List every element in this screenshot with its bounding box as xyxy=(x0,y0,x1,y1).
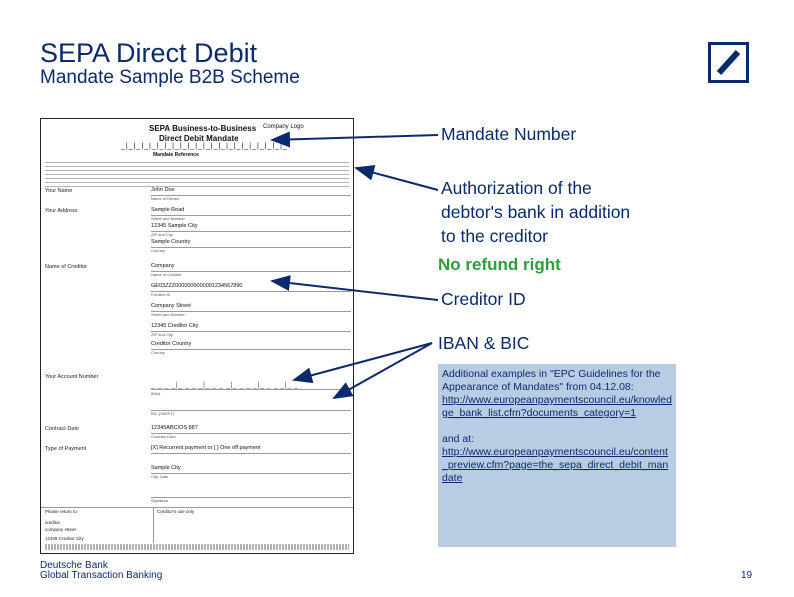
field-sublabel: Name of Creditor xyxy=(151,272,182,277)
field-label: Your Account Number xyxy=(45,374,99,380)
return-line: 12345 Creditor City xyxy=(45,536,84,541)
page-title: SEPA Direct Debit xyxy=(40,38,258,68)
field-sublabel: ZIP and City xyxy=(151,332,173,337)
field-value: Creditor Country xyxy=(151,341,192,347)
epc-guidelines-link[interactable]: http://www.europeanpaymentscouncil.eu/knowledge_bank_list.cfm?documents_category=1 xyxy=(442,394,672,419)
mandate-heading-line1: SEPA Business-to-Business xyxy=(149,124,257,133)
field-sublabel: BIC (SWIFT) xyxy=(151,411,174,416)
field-sublabel: Country xyxy=(151,350,166,355)
callout-creditor-id: Creditor ID xyxy=(441,289,526,309)
field-line xyxy=(151,195,351,196)
mandate-footnote xyxy=(45,544,349,550)
footer-company: Deutsche Bank xyxy=(40,560,108,571)
callout-authorization-line3: to the creditor xyxy=(441,226,548,246)
field-label: Your Address xyxy=(45,208,78,214)
field-value: 12345ABC/OS 887 xyxy=(151,425,198,431)
field-sublabel: Name of Debtor xyxy=(151,196,180,201)
field-label: Name of Creditor xyxy=(45,264,87,270)
field-sublabel: ZIP and City xyxy=(151,232,173,237)
field-line xyxy=(151,410,351,411)
creditor-use-label: Creditor's use only xyxy=(157,509,195,514)
field-sublabel: IBAN xyxy=(151,391,161,396)
epc-mandate-link[interactable]: http://www.europeanpaymentscouncil.eu/content_preview.cfm?page=the_sepa_direct_debit_mandate xyxy=(442,446,669,484)
mandate-reference-label: Mandate Reference xyxy=(153,152,199,158)
field-value: Company Street xyxy=(151,303,191,309)
field-value: Sample Country xyxy=(151,239,191,245)
field-value: Sample City xyxy=(151,465,181,471)
return-divider xyxy=(153,507,154,543)
callout-authorization-line2: debtor's bank in addition xyxy=(441,202,631,222)
field-line xyxy=(151,473,351,474)
field-label: Type of Payment xyxy=(45,446,87,452)
mandate-reference-boxes: _|_|_|_|_|_|_|_|_|_|_|_|_|_|_|_|_|_|_|_|_|_ xyxy=(121,143,288,150)
return-line: creditor xyxy=(45,520,61,525)
field-sublabel: Contract Date xyxy=(151,434,176,439)
iban-boxes: _ _ _ _|_ _ _ _|_ _ _ _|_ _ _ _|_ _ _ _|_ _ xyxy=(151,382,299,389)
mandate-heading-line2: Direct Debit Mandate xyxy=(159,134,239,143)
mandate-authorization-paragraph xyxy=(45,161,349,187)
field-value: Company xyxy=(151,263,175,269)
field-line xyxy=(151,433,351,434)
field-value: 12345 Creditor City xyxy=(151,323,199,329)
field-value: John Doe xyxy=(151,187,175,193)
callout-mandate-number: Mandate Number xyxy=(441,124,577,144)
return-to-label: Please return to: xyxy=(45,509,79,514)
field-line xyxy=(151,453,351,454)
field-line xyxy=(151,291,351,292)
creditor-id-value: GE03ZZZ0000000000001234567890 xyxy=(151,283,243,289)
field-label: Your Name xyxy=(45,188,73,194)
field-line xyxy=(151,349,351,350)
field-sublabel: Country xyxy=(151,248,166,253)
arrow-authorization xyxy=(356,168,438,190)
field-line xyxy=(151,247,351,248)
info-text: Additional examples in "EPC Guidelines for the Appearance of Mandates" from 04.12.08: xyxy=(442,368,661,393)
field-value: 12345 Sample City xyxy=(151,223,198,229)
field-line xyxy=(151,497,351,498)
info-box xyxy=(438,364,676,547)
field-value: [X] Recurrent payment or [ ] One off payment xyxy=(151,445,261,451)
field-sublabel: Street and Number xyxy=(151,312,185,317)
mandate-sample-form xyxy=(40,118,354,554)
field-line xyxy=(151,389,351,390)
field-sublabel: City, Date xyxy=(151,474,169,479)
field-label: Contract Date xyxy=(45,426,79,432)
page-number: 19 xyxy=(741,570,753,581)
footer-division: Global Transaction Banking xyxy=(40,570,163,581)
field-sublabel: Signature xyxy=(151,498,169,503)
field-sublabel: Street and Number xyxy=(151,216,185,221)
callout-authorization-line1: Authorization of the xyxy=(441,178,592,198)
field-line xyxy=(151,231,351,232)
page-subtitle: Mandate Sample B2B Scheme xyxy=(40,67,300,88)
info-text-and: and at: xyxy=(442,433,475,445)
field-line xyxy=(151,331,351,332)
field-sublabel: Creditor ID xyxy=(151,292,171,297)
field-value: Sample Road xyxy=(151,207,185,213)
return-line: company street xyxy=(45,527,76,532)
company-logo-placeholder: Company Logo xyxy=(263,124,304,130)
callout-iban-bic: IBAN & BIC xyxy=(438,333,530,353)
deutsche-bank-logo-icon xyxy=(708,42,749,83)
callout-no-refund: No refund right xyxy=(438,255,561,274)
return-section xyxy=(41,507,353,544)
